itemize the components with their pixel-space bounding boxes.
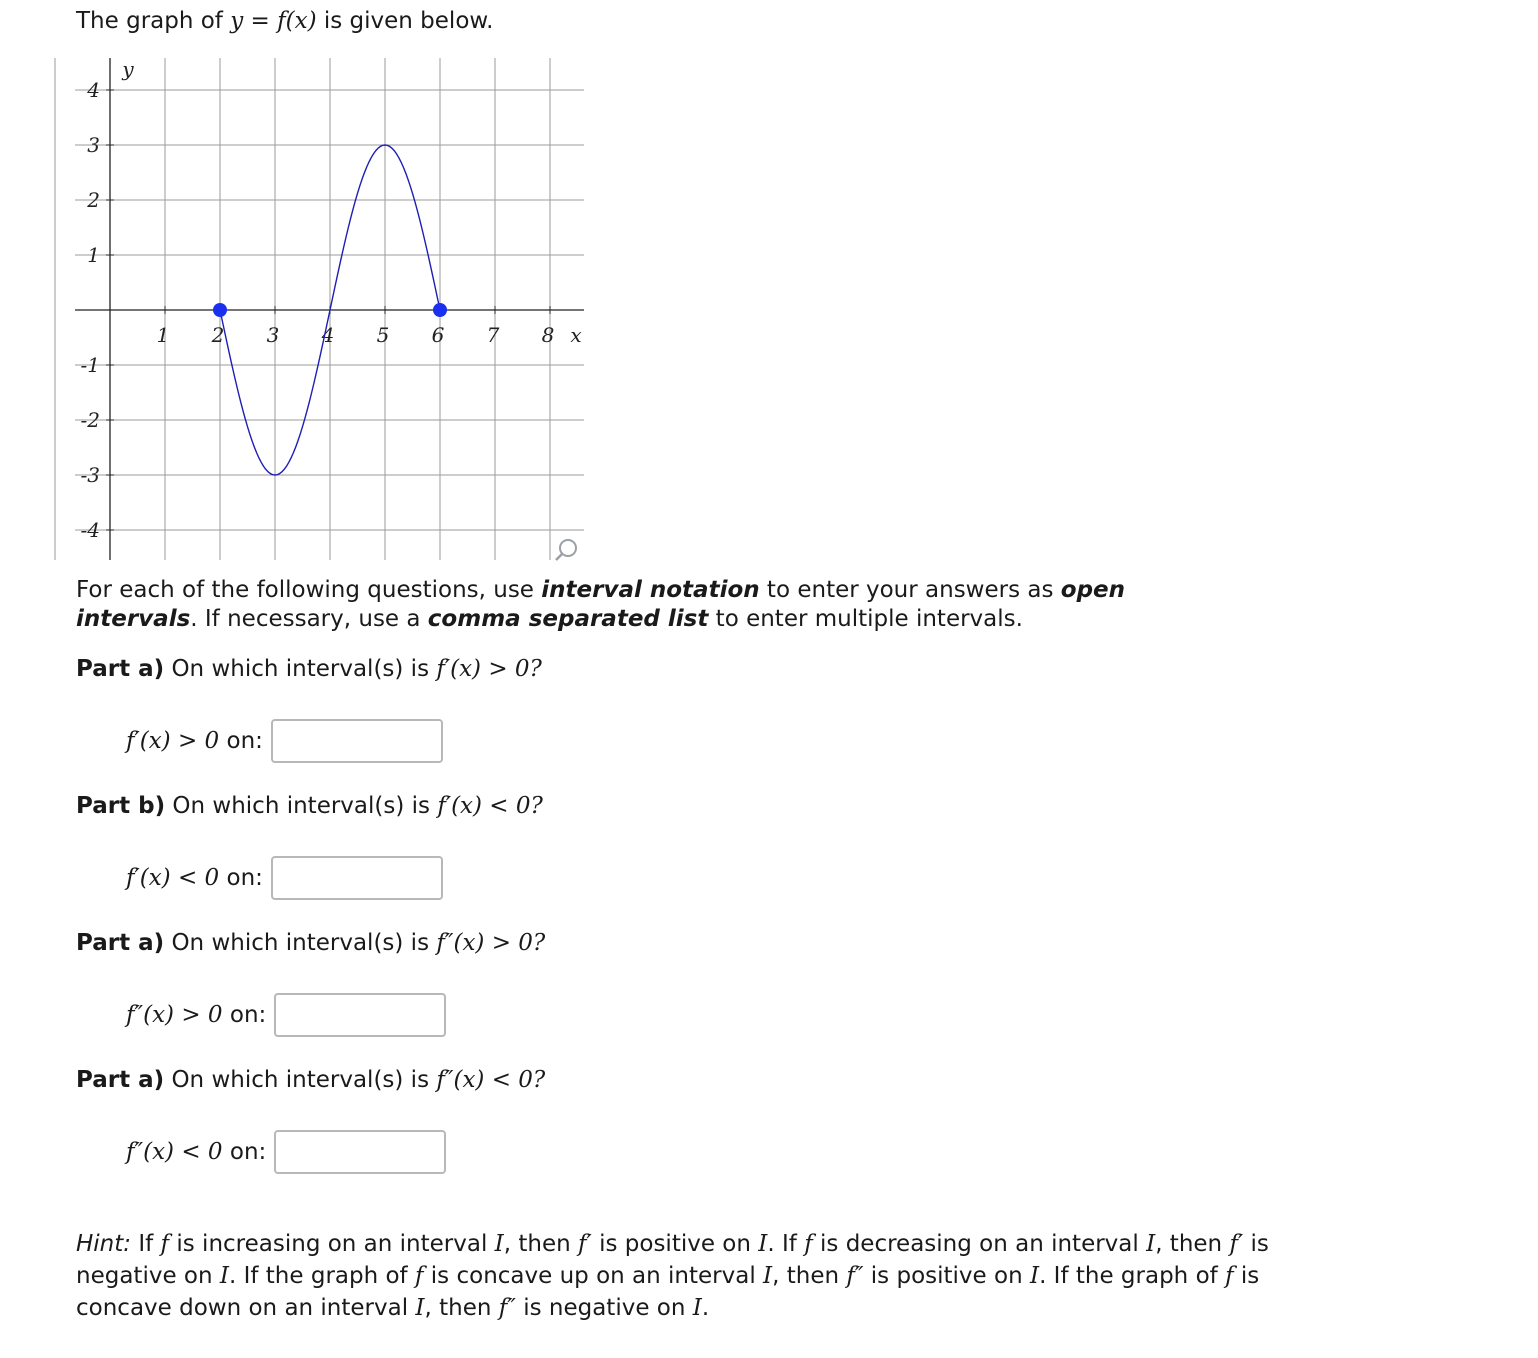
x-tick-label: 2 <box>211 323 225 347</box>
x-tick-label: 1 <box>156 323 170 347</box>
hint-math: I <box>763 1263 773 1289</box>
answer-input-4[interactable] <box>274 1130 446 1174</box>
question-2-math: f′(x) < 0? <box>437 793 543 819</box>
y-tick-label: -1 <box>80 353 100 377</box>
answer-4-on: on: <box>222 1139 267 1165</box>
question-2 <box>76 793 543 819</box>
instructions <box>76 576 1226 634</box>
answer-3-label: f″(x) > 0 <box>126 1002 223 1028</box>
answer-1-on: on: <box>219 728 263 754</box>
question-1-math: f′(x) > 0? <box>436 656 542 682</box>
instructions-text-1: For each of the following questions, use <box>76 577 542 603</box>
hint-text: is concave down on an interval <box>76 1263 1260 1321</box>
hint-text: . If the graph of <box>1039 1263 1226 1289</box>
x-tick-label: 5 <box>376 323 390 347</box>
question-1-text: On which interval(s) is <box>171 656 430 682</box>
answer-1-label: f′(x) > 0 <box>126 728 220 754</box>
hint-text: is decreasing on an interval <box>812 1231 1147 1257</box>
hint-text: is positive on <box>863 1263 1030 1289</box>
hint-math: I <box>758 1231 768 1257</box>
hint-text: . If the graph of <box>228 1263 415 1289</box>
hint-text: is positive on <box>591 1231 759 1257</box>
x-tick-label: 7 <box>486 323 500 347</box>
hint-text: If <box>131 1231 161 1257</box>
answer-2-on: on: <box>219 865 263 891</box>
hint-math: I <box>415 1295 425 1321</box>
hint-text: is concave up on an interval <box>423 1263 764 1289</box>
hint <box>76 1228 1276 1324</box>
instructions-text-2: to enter your answers as <box>759 577 1061 603</box>
hint-math: f′ <box>1229 1231 1244 1257</box>
x-tick-label: 8 <box>541 323 555 347</box>
instructions-emph-1: interval notation <box>541 577 760 603</box>
hint-text: is negative on <box>76 1231 1269 1289</box>
hint-math: f <box>160 1231 170 1257</box>
answer-row-3 <box>126 993 446 1037</box>
x-tick-label: 3 <box>266 323 280 347</box>
hint-math: f′ <box>578 1231 592 1257</box>
answer-input-2[interactable] <box>271 856 443 900</box>
hint-math: f <box>804 1231 813 1257</box>
instructions-emph-2: open intervals <box>76 577 1126 632</box>
x-tick-label: 4 <box>321 323 335 347</box>
hint-math: I <box>692 1295 702 1321</box>
answer-3-on: on: <box>222 1002 267 1028</box>
question-2-text: On which interval(s) is <box>172 793 431 819</box>
title-prefix: The graph of <box>76 8 223 34</box>
title-math: y = f(x) <box>230 8 317 34</box>
instructions-text-4: to enter multiple intervals. <box>708 606 1023 632</box>
endpoint-dot <box>433 303 447 317</box>
hint-text: is negative on <box>515 1295 693 1321</box>
hint-label: Hint: <box>76 1231 132 1257</box>
endpoint-dot <box>213 303 227 317</box>
answer-input-3[interactable] <box>274 993 446 1037</box>
hint-math: f <box>414 1263 424 1289</box>
question-4-part: Part a) <box>76 1067 165 1093</box>
hint-text: is increasing on an interval <box>169 1231 495 1257</box>
question-3-part: Part a) <box>76 930 165 956</box>
hint-math: f″ <box>846 1263 864 1289</box>
answer-input-1[interactable] <box>271 719 443 763</box>
instructions-text-3: . If necessary, use a <box>190 606 428 632</box>
hint-body <box>76 1231 1269 1321</box>
y-axis-label: y <box>122 57 134 81</box>
hint-math: I <box>494 1231 504 1257</box>
hint-math: f″ <box>498 1295 516 1321</box>
x-tick-label: 6 <box>431 323 445 347</box>
hint-text: , then <box>424 1295 499 1321</box>
answer-4-label: f″(x) < 0 <box>126 1139 223 1165</box>
question-4-math: f″(x) < 0? <box>436 1067 546 1093</box>
hint-text: . <box>701 1295 710 1321</box>
question-3-text: On which interval(s) is <box>171 930 430 956</box>
y-tick-label: 2 <box>87 188 100 212</box>
magnifier-icon[interactable] <box>556 540 576 560</box>
question-1-part: Part a) <box>76 656 165 682</box>
hint-math: f <box>1225 1263 1234 1289</box>
hint-text: , then <box>503 1231 579 1257</box>
graph-ticks <box>81 57 582 542</box>
y-tick-label: -2 <box>80 408 100 432</box>
question-3-math: f″(x) > 0? <box>436 930 546 956</box>
answer-row-2 <box>126 856 443 900</box>
answer-2-label: f′(x) < 0 <box>126 865 220 891</box>
y-tick-label: 3 <box>87 133 100 157</box>
hint-text: , then <box>1155 1231 1230 1257</box>
hint-math: I <box>1029 1263 1040 1289</box>
hint-math: I <box>1146 1231 1156 1257</box>
y-tick-label: -3 <box>80 463 100 487</box>
y-tick-label: 4 <box>87 78 100 102</box>
instructions-emph-3: comma separated list <box>427 606 709 632</box>
x-axis-label: x <box>570 323 582 347</box>
question-2-part: Part b) <box>76 793 166 819</box>
title-suffix: is given below. <box>323 8 494 34</box>
function-graph <box>0 0 620 575</box>
graph-grid <box>55 58 584 560</box>
question-4-text: On which interval(s) is <box>171 1067 430 1093</box>
answer-row-1 <box>126 719 443 763</box>
hint-text: , then <box>772 1263 847 1289</box>
question-4 <box>76 1067 545 1093</box>
answer-row-4 <box>126 1130 446 1174</box>
y-tick-label: -4 <box>80 518 100 542</box>
hint-math: I <box>219 1263 229 1289</box>
question-3 <box>76 930 545 956</box>
y-tick-label: 1 <box>87 243 100 267</box>
question-1 <box>76 656 542 682</box>
hint-text: . If <box>767 1231 805 1257</box>
